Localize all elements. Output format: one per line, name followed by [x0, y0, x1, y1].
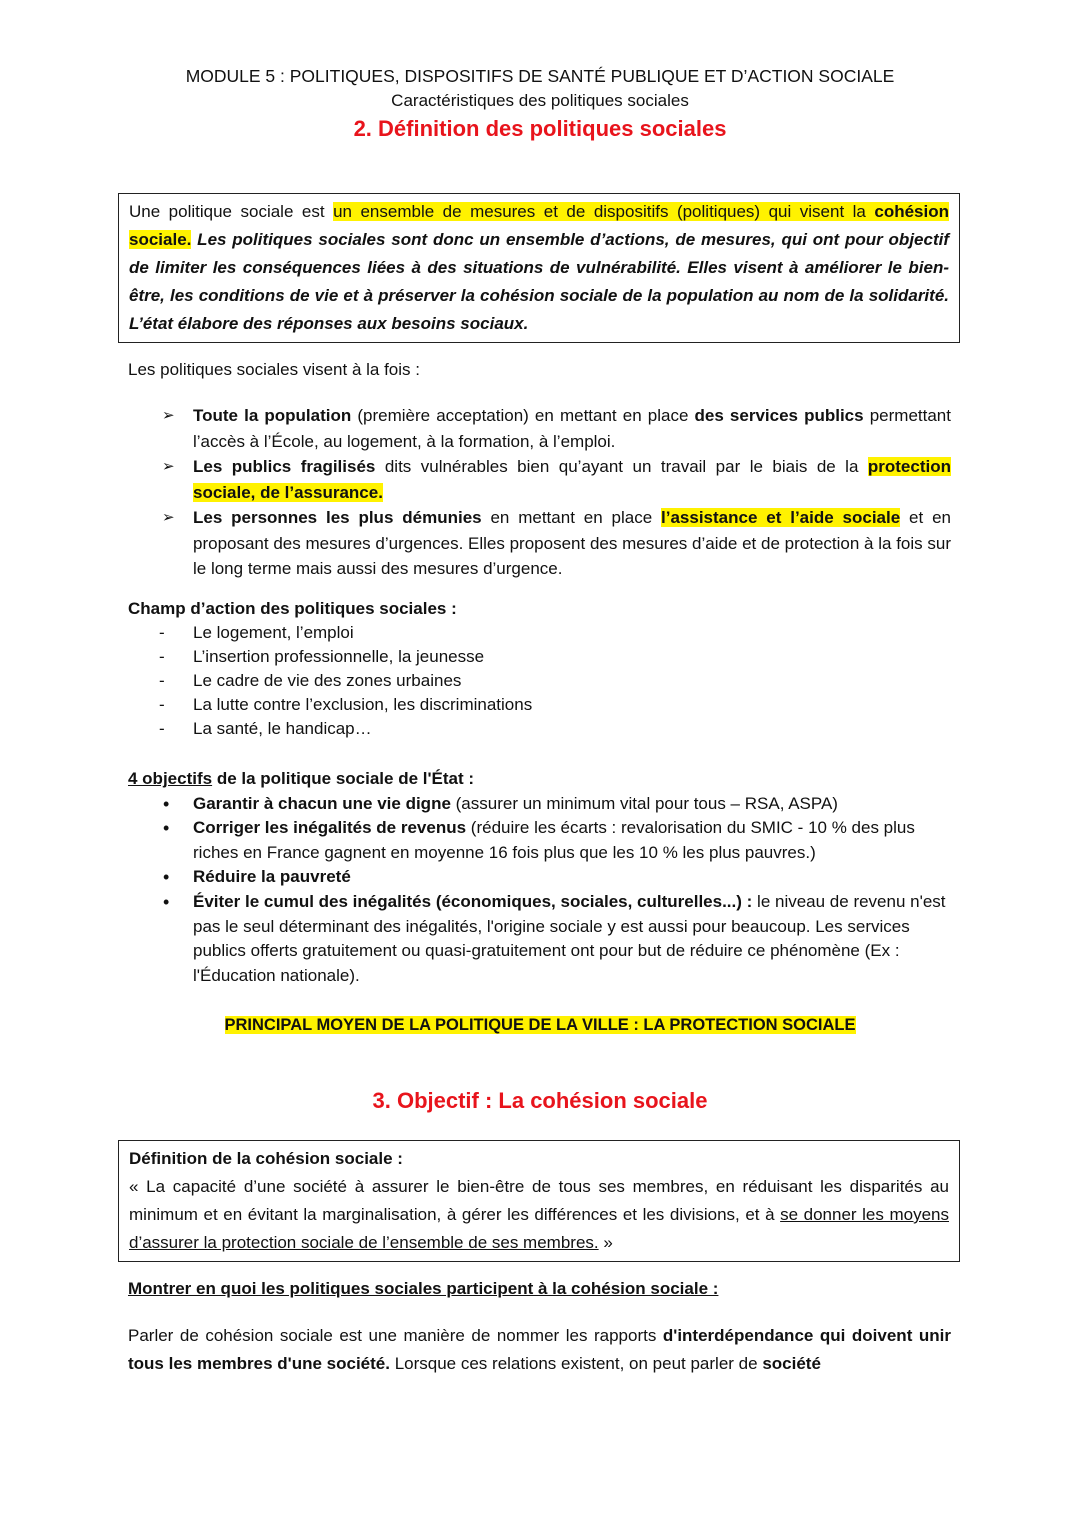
highlight-bold: cohésion sociale.: [129, 202, 949, 249]
objectives-heading: 4 objectifs de la politique sociale de l'État :: [128, 769, 475, 788]
definition-box: Une politique sociale est un ensemble de mesures et de dispositifs (politiques) qui visent la cohésion sociale. Les politiques sociales sont donc un ensemble d’actions, de mesures, qui ont pour objectif de limiter les conséquences liées à des situations de vulnérabilité. Elles visent à améliorer le bien-être, les conditions de vie et à préserver la cohésion sociale de la population au nom de la solidarité. L’état élabore des réponses aux besoins sociaux.: [118, 193, 960, 343]
list-item: • Éviter le cumul des inégalités (économiques, sociales, culturelles...) : le niveau de revenu n'est pas le seul déterminant des inégalités, l'origine sociale y est aussi pour beaucoup. Les services publics offerts gratuitement ou quasi-gratuitement ont pour but de réduire ce phénomène (Ex : l'Éducation nationale).: [163, 891, 946, 985]
bullet-icon: •: [163, 891, 170, 912]
list-item: - Le cadre de vie des zones urbaines: [128, 669, 951, 693]
fields-heading: Champ d’action des politiques sociales :: [128, 599, 457, 618]
dash-bullet-icon: -: [159, 671, 165, 690]
bullet-icon: •: [163, 793, 170, 814]
cohesion-paragraph: Parler de cohésion sociale est une manière de nommer les rapports d'interdépendance qui doivent unir tous les membres d'une société. Lorsque ces relations existent, on peut parler de société: [128, 1326, 951, 1373]
list-item: ➢ Les personnes les plus démunies en mettant en place l’assistance et l’aide sociale et en proposant des mesures d’urgences. Elles proposent des mesures d’aide et de protection à la fois sur le long terme mais aussi des mesures d’urgence.: [128, 505, 951, 582]
arrow-bullet-icon: ➢: [162, 407, 175, 424]
dash-bullet-icon: -: [159, 719, 165, 738]
list-item: - Le logement, l’emploi: [128, 621, 951, 645]
list-item: - La santé, le handicap…: [128, 717, 951, 741]
section-2-title: 2. Définition des politiques sociales: [353, 116, 727, 141]
arrow-bullet-icon: ➢: [162, 458, 175, 475]
list-item: ➢ Toute la population (première acceptation) en mettant en place des services publics permettant l’accès à l’École, au logement, à la formation, à l’emploi.: [128, 403, 951, 454]
list-item: - L’insertion professionnelle, la jeunesse: [128, 645, 951, 669]
box-heading: Définition de la cohésion sociale :: [129, 1149, 403, 1168]
section-3-title: 3. Objectif : La cohésion sociale: [372, 1088, 708, 1113]
cohesion-definition-box: Définition de la cohésion sociale : « La capacité d’une société à assurer le bien-être de tous ses membres, en réduisant les disparités au minimum et en évitant la marginalisation, à gérer les différences et les divisions, et à se donner les moyens d’assurer la protection sociale de l’ensemble de ses membres. »: [118, 1140, 960, 1262]
question-heading: Montrer en quoi les politiques sociales participent à la cohésion sociale :: [128, 1279, 719, 1298]
dash-bullet-icon: -: [159, 623, 165, 642]
highlight: un ensemble de mesures et de dispositifs (politiques) qui visent la: [333, 202, 875, 221]
list-item: • Garantir à chacun une vie digne (assurer un minimum vital pour tous – RSA, ASPA): [128, 792, 951, 817]
objectives-block: [128, 767, 951, 988]
document-subtitle: Caractéristiques des politiques sociales: [391, 91, 689, 110]
bullet-icon: •: [163, 818, 170, 839]
list-item: • Réduire la pauvreté: [128, 865, 951, 890]
targets-list: [128, 403, 951, 582]
dash-bullet-icon: -: [159, 647, 165, 666]
protection-sociale-banner: PRINCIPAL MOYEN DE LA POLITIQUE DE LA VILLE : LA PROTECTION SOCIALE: [224, 1016, 856, 1034]
list-item: ➢ Les publics fragilisés dits vulnérables bien qu’ayant un travail par le biais de la protection sociale, de l’assurance.: [128, 454, 951, 505]
arrow-bullet-icon: ➢: [162, 509, 175, 526]
list-item: • Corriger les inégalités de revenus (réduire les écarts : revalorisation du SMIC - 10 % des plus riches en France gagnent en moyenne 16 fois plus que les 10 % les plus pauvres.): [163, 818, 915, 862]
targets-intro: Les politiques sociales visent à la fois :: [128, 360, 420, 379]
module-title: MODULE 5 : POLITIQUES, DISPOSITIFS DE SANTÉ PUBLIQUE ET D’ACTION SOCIALE: [185, 66, 895, 86]
list-item: - La lutte contre l’exclusion, les discriminations: [128, 693, 951, 717]
dash-bullet-icon: -: [159, 695, 165, 714]
fields-block: [128, 597, 951, 741]
bullet-icon: •: [163, 867, 170, 888]
